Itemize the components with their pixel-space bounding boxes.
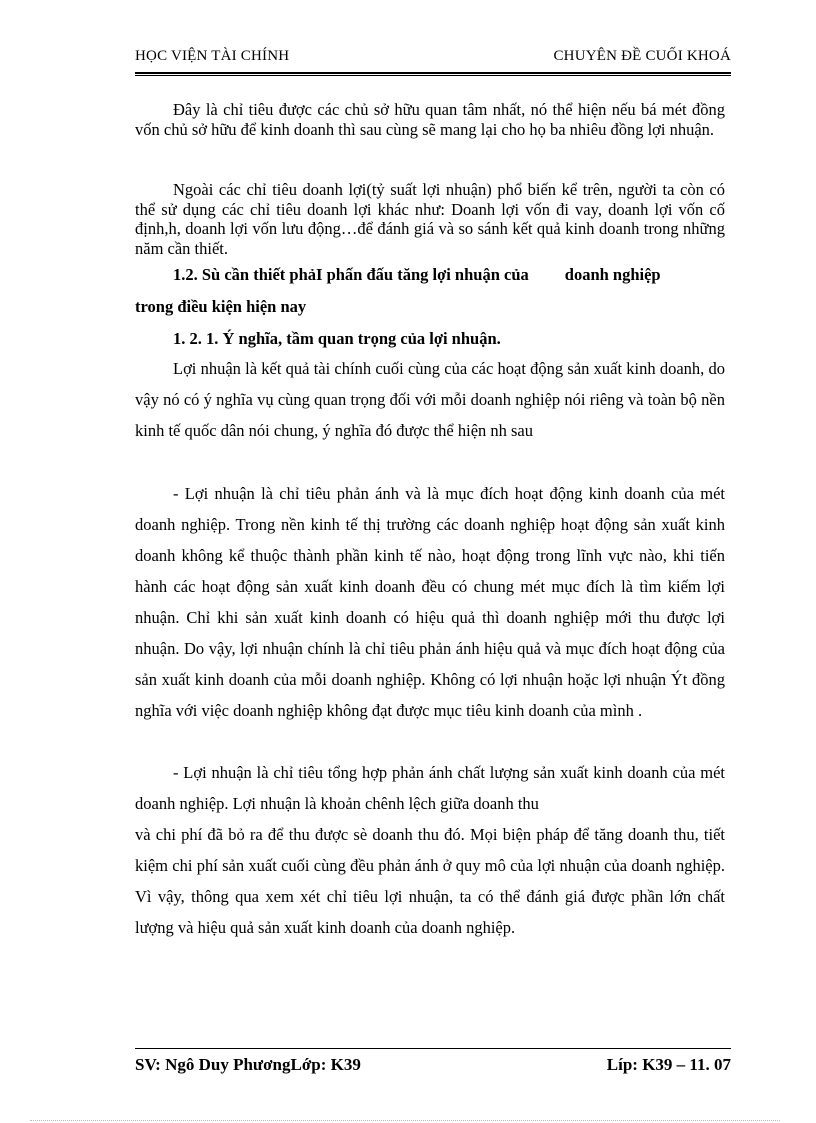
section-heading-1-2-part2: doanh nghiệp [564,265,661,284]
footer-right: Líp: K39 – 11. 07 [606,1055,731,1074]
header-rule-thin [135,75,731,76]
section-heading-1-2-part1: 1.2. Sù cần thiết phảI phấn đấu tăng lợi nhuận của [173,265,529,284]
paragraph-5-part-1: - Lợi nhuận là chỉ tiêu tổng hợp phản ánh chất lượng sản xuất kinh doanh của mét doanh nghiệp. Lợi nhuận là khoản chênh lệch giữa doanh thu [135,763,725,813]
paragraph-5-part-2: và chi phí đã bỏ ra để thu được sè doanh thu đó. Mọi biện pháp để tăng doanh thu, tiết kiệm chi phí sản xuất cuối cùng đều phản ánh ở quy mô của lợi nhuận của doanh nghiệp. Vì vậy, thông qua xem xét chỉ tiêu lợi nhuận, ta có thể đánh giá được phần lớn chất lượng và hiệu quả sản xuất kinh doanh của doanh nghiệp. [135,825,725,937]
footer-rule [135,1048,731,1049]
header-right: CHUYÊN ĐỀ CUỐI KHOÁ [553,48,731,64]
header-left: HỌC VIỆN TÀI CHÍNH [135,48,290,64]
paragraph-4: - Lợi nhuận là chỉ tiêu phản ánh và là mục đích hoạt động kinh doanh của mét doanh nghiệp. Trong nền kinh tế thị trường các doanh nghiệp hoạt động sản xuất kinh doanh không kể thuộc thành phần kinh tế nào, hoạt động trong lĩnh vực nào, khi tiến hành các hoạt động sản xuất kinh doanh đều có chung mét mục đích là tìm kiếm lợi nhuận. Chỉ khi sản xuất kinh doanh có hiệu quả thì doanh nghiệp mới thu được lợi nhuận. Do vậy, lợi nhuận chính là chỉ tiêu phản ánh hiệu quả và mục đích hoạt động của sản xuất kinh doanh của mỗi doanh nghiệp. Không có lợi nhuận hoặc lợi nhuận Ýt đồng nghĩa với việc doanh nghiệp không đạt được mục tiêu kinh doanh của mình . [135,484,725,720]
section-heading-1-2-1: 1. 2. 1. Ý nghĩa, tầm quan trọng của lợi nhuận. [173,329,501,348]
footer-left: SV: Ngô Duy PhươngLớp: K39 [135,1055,361,1074]
paragraph-2: Ngoài các chỉ tiêu doanh lợi(tỷ suất lợi nhuận) phổ biến kể trên, người ta còn có thể sử dụng các chỉ tiêu doanh lợi khác như: Doanh lợi vốn đi vay, doanh lợi vốn cố định,h, doanh lợi vốn lưu động…để đánh giá và so sánh kết quả kinh doanh trong những năm cần thiết. [135,180,725,258]
paragraph-3: Lợi nhuận là kết quả tài chính cuối cùng của các hoạt động sản xuất kinh doanh, do vậy nó có ý nghĩa vụ cùng quan trọng đối với mỗi doanh nghiệp nói riêng và toàn bộ nền kinh tế quốc dân nói chung, ý nghĩa đó được thể hiện nh sau [135,359,725,440]
header-rule [135,72,731,74]
section-heading-1-2 [173,265,661,285]
section-heading-1-2-line2: trong điều kiện hiện nay [135,297,307,316]
page-header [135,48,731,65]
page-bottom-divider [30,1120,780,1121]
paragraph-1: Đây là chỉ tiêu được các chủ sở hữu quan tâm nhất, nó thể hiện nếu bá mét đồng vốn chủ sở hữu để kinh doanh thì sau cùng sẽ mang lại cho họ ba nhiêu đồng lợi nhuận. [135,100,725,139]
page-footer [135,1055,731,1075]
